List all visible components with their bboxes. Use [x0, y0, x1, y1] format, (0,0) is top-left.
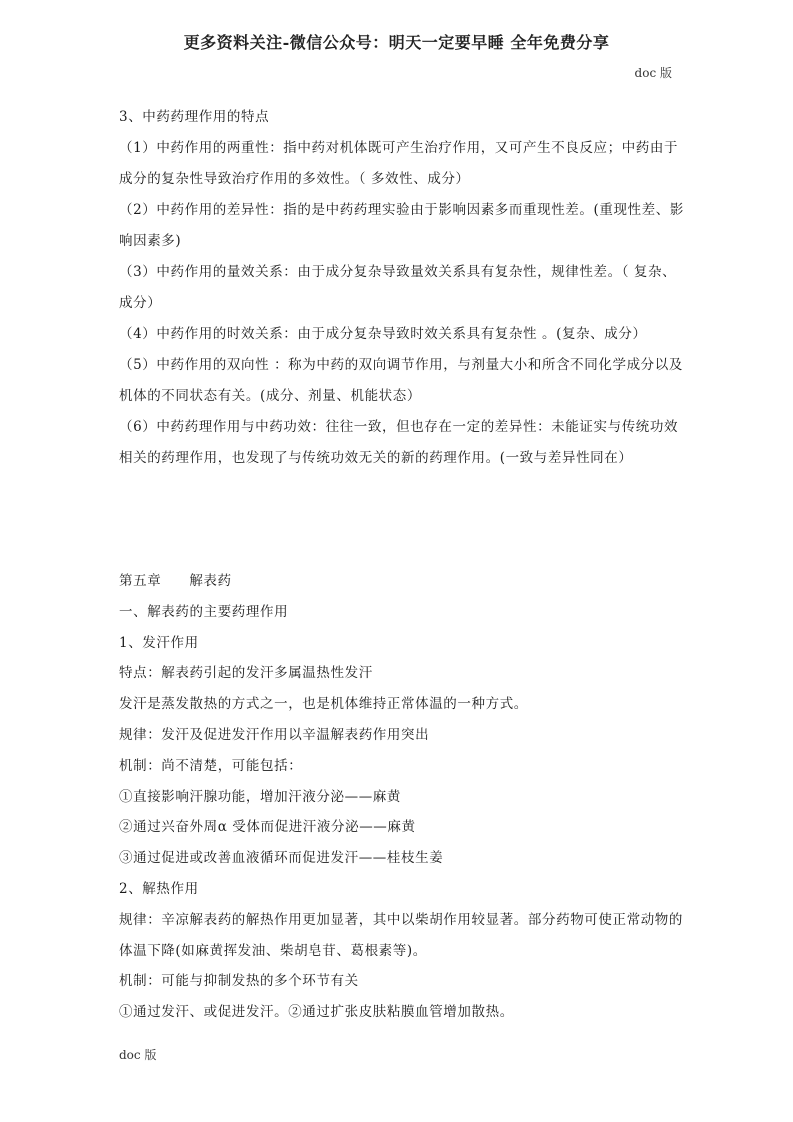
paragraph-line: （1）中药作用的两重性：指中药对机体既可产生治疗作用，又可产生不良反应；中药由于 — [119, 140, 679, 156]
section-pharmacology-characteristics — [119, 102, 684, 474]
paragraph-line: 机制：可能与抑制发热的多个环节有关 — [119, 973, 359, 990]
header-banner: 更多资料关注-微信公众号：明天一定要早睡 全年免费分享 — [183, 33, 610, 52]
paragraph-line: （3）中药作用的量效关系：由于成分复杂导致量效关系具有复杂性，规律性差。（ 复杂、 — [119, 264, 677, 280]
paragraph-line: （5）中药作用的双向性 ：称为中药的双向调节作用，与剂量大小和所含不同化学成分以及 — [119, 357, 683, 373]
chapter-title — [119, 566, 679, 597]
item-heading: 2、解热作用 — [119, 880, 199, 897]
paragraph-line: 相关的药理作用，也发现了与传统功效无关的新的药理作用。(一致与差异性同在） — [119, 450, 633, 466]
paragraph-line: 发汗是蒸发散热的方式之一，也是机体维持正常体温的一种方式。 — [119, 696, 528, 713]
paragraph-line: 成分） — [119, 295, 162, 311]
list-item: ②通过兴奋外周α 受体而促进汗液分泌——麻黄 — [119, 819, 416, 836]
paragraph-line: （2）中药作用的差异性：指的是中药药理实验由于影响因素多而重现性差。(重现性差、影 — [119, 202, 684, 218]
section-heading: 3、中药药理作用的特点 — [119, 109, 270, 125]
paragraph-line: 规律：发汗及促进发汗作用以辛温解表药作用突出 — [119, 726, 430, 743]
paragraph-line: 响因素多) — [119, 233, 182, 249]
paragraph-line: 体温下降(如麻黄挥发油、柴胡皂苷、葛根素等)。 — [119, 942, 427, 959]
paragraph-line: 特点：解表药引起的发汗多属温热性发汗 — [119, 665, 373, 682]
list-item: ③通过促进或改善血液循环而促进发汗——桂枝生姜 — [119, 850, 444, 867]
paragraph-line: ①通过发汗、或促进发汗。②通过扩张皮肤粘膜血管增加散热。 — [119, 1004, 514, 1021]
section-chapter-five — [119, 566, 683, 1028]
list-item: ①直接影响汗腺功能，增加汗液分泌——麻黄 — [119, 788, 401, 805]
paragraph-line: 机制：尚不清楚，可能包括： — [119, 757, 303, 774]
doc-label-bottom: doc 版 — [119, 1048, 157, 1062]
item-heading: 1、发汗作用 — [119, 634, 199, 651]
paragraph-line: 成分的复杂性导致治疗作用的多效性。（ 多效性、成分） — [119, 171, 470, 187]
subsection-heading: 一、解表药的主要药理作用 — [119, 603, 289, 620]
doc-label-top: doc 版 — [634, 66, 672, 80]
paragraph-line: 规律：辛凉解表药的解热作用更加显著，其中以柴胡作用较显著。部分药物可使正常动物的 — [119, 911, 683, 928]
chapter-number: 第五章 — [119, 573, 162, 589]
chapter-name: 解表药 — [189, 573, 232, 589]
paragraph-line: （6）中药药理作用与中药功效：往往一致，但也存在一定的差异性：未能证实与传统功效 — [119, 419, 679, 435]
paragraph-line: （4）中药作用的时效关系：由于成分复杂导致时效关系具有复杂性 。(复杂、成分） — [119, 326, 647, 342]
paragraph-line: 机体的不同状态有关。(成分、剂量、机能状态） — [119, 388, 421, 404]
